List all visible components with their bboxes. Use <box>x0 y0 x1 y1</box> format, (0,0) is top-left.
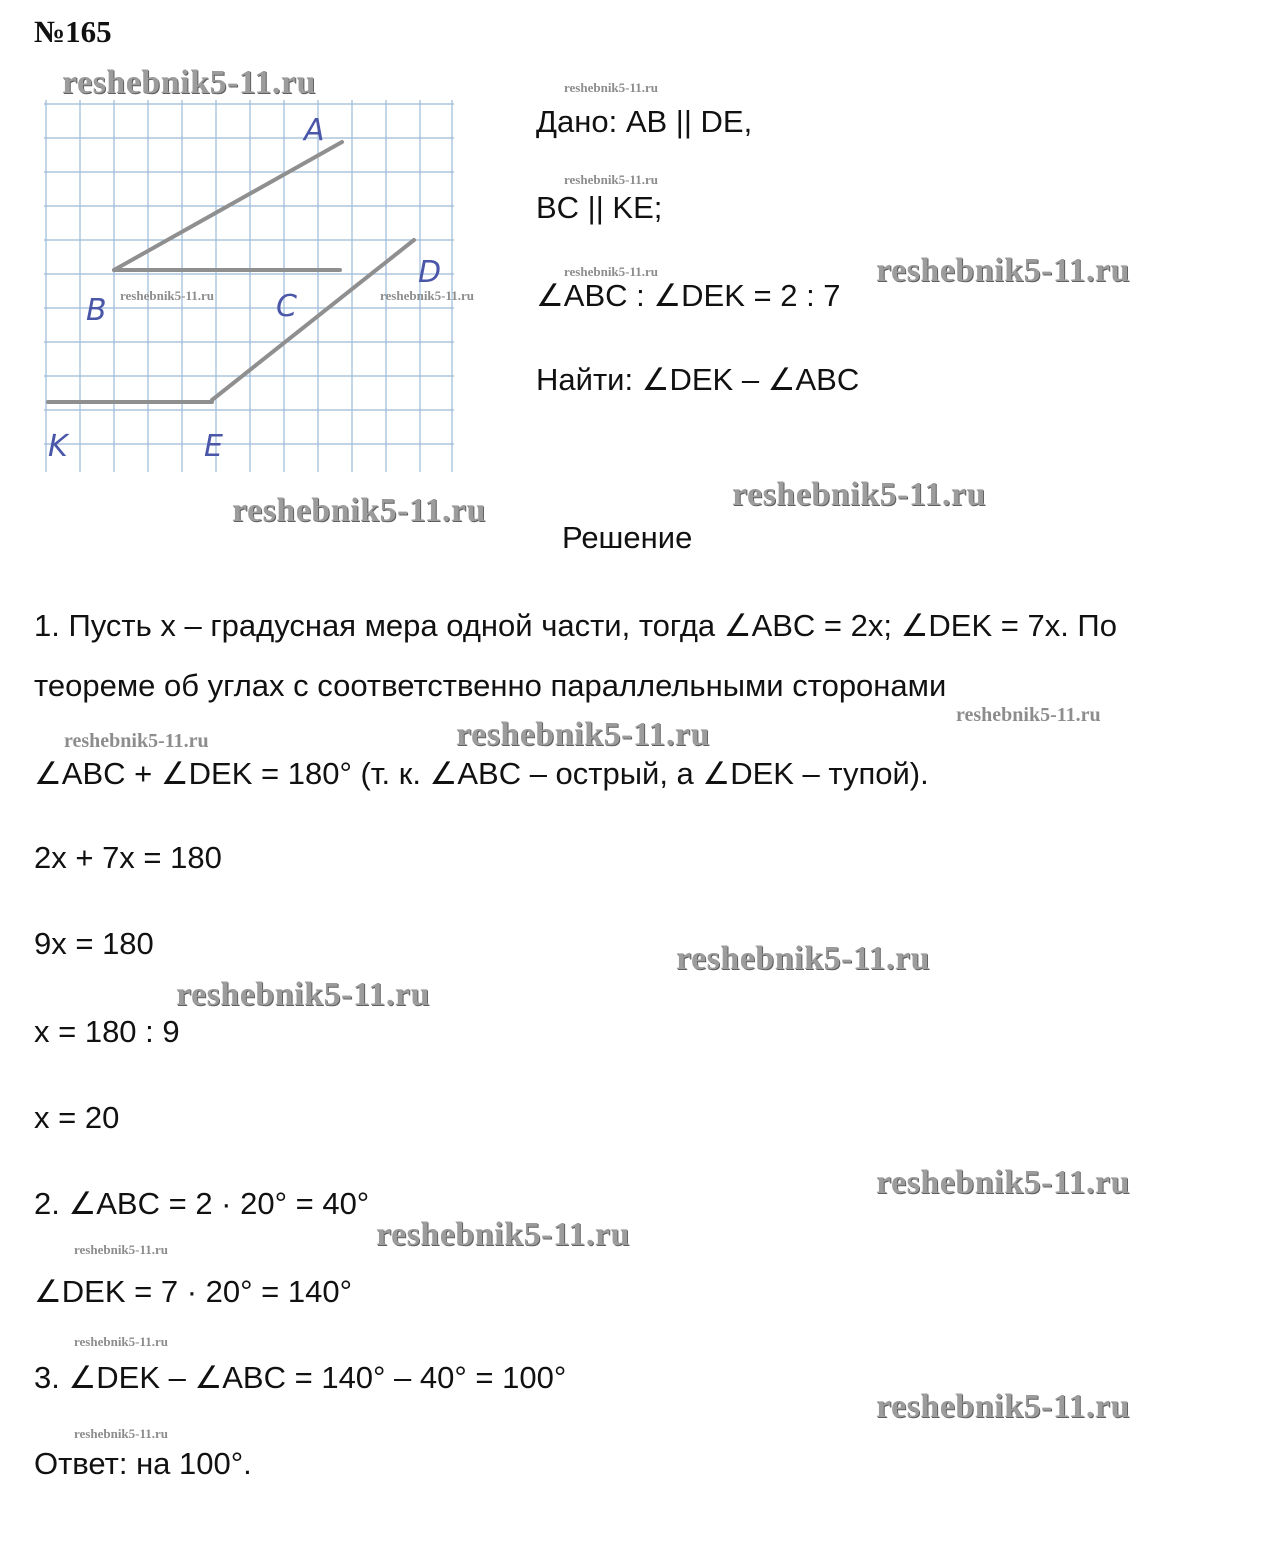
given-angle-ratio: ∠ABC : ∠DEK = 2 : 7 <box>536 278 841 313</box>
label-k: K <box>48 429 68 464</box>
label-b: B <box>86 293 107 328</box>
label-d: D <box>418 255 442 290</box>
watermark: reshebnik5-11.ru <box>176 976 430 1013</box>
watermark: reshebnik5-11.ru <box>876 1164 1130 1201</box>
problem-number: №165 <box>34 14 112 49</box>
equation-3: x = 180 : 9 <box>34 1014 180 1049</box>
watermark-small: reshebnik5-11.ru <box>64 730 209 752</box>
solution-heading: Решение <box>562 520 693 555</box>
watermark-small: reshebnik5-11.ru <box>564 80 659 95</box>
step2-line2: ∠DEK = 7 · 20° = 140° <box>34 1274 352 1309</box>
step3-line: 3. ∠DEK – ∠ABC = 140° – 40° = 100° <box>34 1360 567 1395</box>
given-parallel-bc-ke: BC || KE; <box>536 190 663 225</box>
watermark: reshebnik5-11.ru <box>676 940 930 977</box>
watermark-small: reshebnik5-11.ru <box>380 288 475 303</box>
watermark: reshebnik5-11.ru <box>456 716 710 753</box>
step1-line2: теореме об углах с соответственно параллельными сторонами <box>34 668 947 703</box>
watermark-small: reshebnik5-11.ru <box>956 704 1101 726</box>
watermark-small: reshebnik5-11.ru <box>74 1242 169 1257</box>
watermark: reshebnik5-11.ru <box>876 1388 1130 1425</box>
watermark-small: reshebnik5-11.ru <box>74 1426 169 1441</box>
watermark-small: reshebnik5-11.ru <box>74 1334 169 1349</box>
find-statement: Найти: ∠DEK – ∠ABC <box>536 362 860 397</box>
step2-line1: 2. ∠ABC = 2 · 20° = 40° <box>34 1186 370 1221</box>
label-a: A <box>304 113 325 148</box>
figure-lines <box>48 142 414 402</box>
given-parallel-ab-de: Дано: AB || DE, <box>536 104 753 139</box>
label-c: C <box>276 289 297 324</box>
answer: Ответ: на 100°. <box>34 1446 252 1481</box>
step1-line1: 1. Пусть x – градусная мера одной части, тогда ∠ABC = 2x; ∠DEK = 7x. По <box>34 608 1117 643</box>
equation-4: x = 20 <box>34 1100 120 1135</box>
watermark: reshebnik5-11.ru <box>376 1216 630 1253</box>
watermark: reshebnik5-11.ru <box>732 476 986 513</box>
equation-2: 9x = 180 <box>34 926 154 961</box>
watermark-small: reshebnik5-11.ru <box>564 172 659 187</box>
watermark: reshebnik5-11.ru <box>876 252 1130 289</box>
watermark-small: reshebnik5-11.ru <box>120 288 215 303</box>
geometry-figure <box>44 100 454 472</box>
label-e: E <box>204 429 223 464</box>
step1-line3: ∠ABC + ∠DEK = 180° (т. к. ∠ABC – острый, а ∠DEK – тупой). <box>34 756 929 791</box>
equation-1: 2x + 7x = 180 <box>34 840 222 875</box>
watermark: reshebnik5-11.ru <box>62 64 316 101</box>
grid-paper <box>44 100 454 472</box>
watermark-small: reshebnik5-11.ru <box>564 264 659 279</box>
watermark: reshebnik5-11.ru <box>232 492 486 529</box>
